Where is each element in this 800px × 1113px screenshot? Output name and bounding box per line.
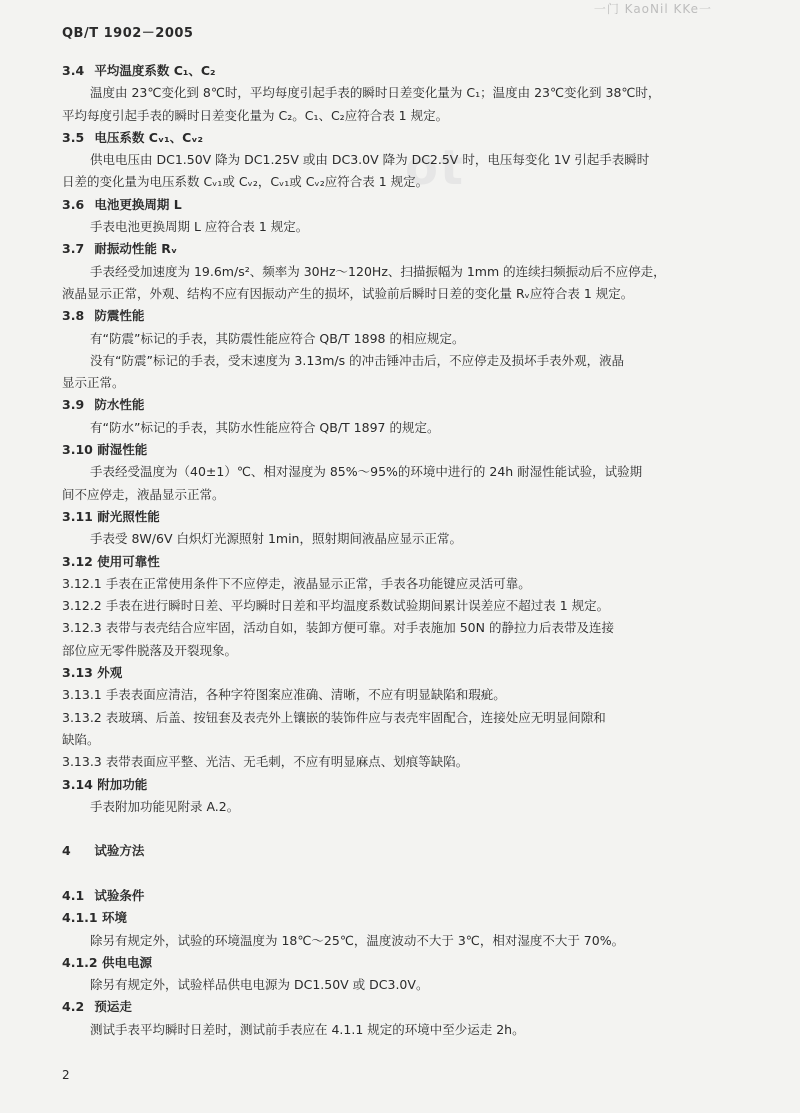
line-text: 表带与表壳结合应牢固，活动自如，装卸方便可靠。对手表施加 50N 的静拉力后表带及连接 [105,620,614,636]
line-text: 试验方法 [94,843,145,859]
clause-item [62,707,752,729]
section-heading [62,506,752,528]
section-heading [62,774,752,796]
line-text: 环境 [101,910,127,926]
line-text: 防震性能 [94,308,145,324]
section-heading [62,305,752,327]
line-text: 有“防震”标记的手表，其防震性能应符合 QB/T 1898 的相应规定。 [90,330,465,346]
line-text: 显示正常。 [62,375,125,391]
line-text: 手表经受温度为（40±1）℃、相对湿度为 85%～95%的环境中进行的 24h 耐湿性能试验，试验期 [90,464,643,480]
paragraph-line [62,930,752,952]
clause-number: 4.1.1 [62,910,98,926]
paragraph-line [62,216,752,238]
clause-number: 3.12.3 [62,620,102,636]
paragraph-line [62,484,752,506]
clause-number: 3.11 [62,508,93,524]
clause-item [62,684,752,706]
paragraph-line [62,461,752,483]
clause-number: 3.5 [62,129,85,145]
clause-item [62,751,752,773]
clause-number: 3.10 [62,442,93,458]
line-text: 表玻璃、后盖、按钮套及表壳外上镶嵌的装饰件应与表壳牢固配合，连接处应无明显间隙和 [105,709,606,725]
line-text: 耐振动性能 Rᵥ [94,241,178,257]
clause-item [62,617,752,639]
line-text: 除另有规定外，试验的环境温度为 18℃～25℃，温度波动不大于 3℃，相对湿度不大于 70%。 [90,932,625,948]
section-heading [62,996,752,1018]
line-text: 缺陷。 [62,731,100,747]
line-text: 液晶显示正常，外观、结构不应有因振动产生的损坏，试验前后瞬时日差的变化量 Rᵥ应符合表 1 规定。 [62,285,634,301]
line-text: 手表经受加速度为 19.6m/s²、频率为 30Hz～120Hz、扫描振幅为 1mm 的连续扫频振动后不应停走， [90,263,666,279]
clause-number: 3.13.3 [62,754,102,770]
line-text: 除另有规定外，试验样品供电电源为 DC1.50V 或 DC3.0V。 [90,977,429,993]
line-text: 温度由 23℃变化到 8℃时，平均每度引起手表的瞬时日差变化量为 C₁；温度由 23℃变化到 38℃时， [90,85,661,101]
line-text: 部位应无零件脱落及开裂现象。 [62,642,238,658]
line-text: 耐湿性能 [97,442,148,458]
clause-number: 3.13 [62,665,93,681]
paragraph-line [62,372,752,394]
clause-item [62,595,752,617]
line-text: 供电电压由 DC1.50V 降为 DC1.25V 或由 DC3.0V 降为 DC2.5V 时，电压每变化 1V 引起手表瞬时 [90,152,650,168]
line-text: 耐光照性能 [97,508,160,524]
clause-number: 4 [62,843,71,859]
line-text: 电压系数 Cᵥ₁、Cᵥ₂ [94,129,204,145]
clause-number: 3.12.2 [62,598,102,614]
paragraph-line [62,796,752,818]
line-text: 平均每度引起手表的瞬时日差变化量为 C₂。C₁、C₂应符合表 1 规定。 [62,107,449,123]
line-text: 手表表面应清洁，各种字符图案应准确、清晰，不应有明显缺陷和瑕疵。 [105,687,506,703]
paragraph-line [62,417,752,439]
clause-number: 3.13.1 [62,687,102,703]
clause-number: 3.13.2 [62,709,102,725]
line-text: 预运走 [94,999,132,1015]
line-text: 试验条件 [94,887,145,903]
clause-number: 4.2 [62,999,85,1015]
line-text: 有“防水”标记的手表，其防水性能应符合 QB/T 1897 的规定。 [90,419,440,435]
paragraph-line [62,729,752,751]
paragraph-line [62,283,752,305]
section-heading [62,60,752,82]
line-text: 使用可靠性 [97,553,160,569]
paragraph-line [62,328,752,350]
line-text: 外观 [97,665,123,681]
line-text: 测试手表平均瞬时日差时，测试前手表应在 4.1.1 规定的环境中至少运走 2h。 [90,1021,525,1037]
standard-code-header: QB/T 1902－2005 [62,26,194,41]
clause-number: 4.1.2 [62,954,98,970]
line-text: 手表附加功能见附录 A.2。 [90,798,240,814]
line-text: 供电电源 [101,954,152,970]
line-text: 手表电池更换周期 L 应符合表 1 规定。 [90,219,309,235]
top-watermark: 一门 KaoNil KKe一 [593,2,712,16]
line-text: 平均温度系数 C₁、C₂ [94,63,216,78]
background-watermark: ot [405,140,465,196]
paragraph-line [62,974,752,996]
line-text: 表带表面应平整、光洁、无毛刺，不应有明显麻点、划痕等缺陷。 [105,754,469,770]
clause-item [62,573,752,595]
line-text: 手表在进行瞬时日差、平均瞬时日差和平均温度系数试验期间累计误差应不超过表 1 规定。 [105,598,610,614]
section-heading [62,238,752,260]
line-text: 电池更换周期 L [94,196,182,212]
paragraph-line [62,149,752,171]
document-body [62,60,752,1041]
line-text: 手表在正常使用条件下不应停走，液晶显示正常，手表各功能键应灵活可靠。 [105,575,531,591]
paragraph-line [62,1019,752,1041]
clause-number: 3.12.1 [62,575,102,591]
section-heading [62,194,752,216]
paragraph-line [62,528,752,550]
clause-number: 3.4 [62,63,85,78]
section-heading [62,439,752,461]
section-heading [62,840,752,862]
line-text: 日差的变化量为电压系数 Cᵥ₁或 Cᵥ₂，Cᵥ₁或 Cᵥ₂应符合表 1 规定。 [62,174,429,190]
section-heading [62,885,752,907]
line-text: 防水性能 [94,397,145,413]
clause-number: 4.1 [62,887,85,903]
blank-line [62,863,752,885]
section-heading [62,662,752,684]
line-text: 附加功能 [97,776,148,792]
clause-number: 3.6 [62,196,85,212]
section-heading [62,394,752,416]
paragraph-line [62,82,752,104]
section-heading [62,551,752,573]
line-text: 没有“防震”标记的手表，受末速度为 3.13m/s 的冲击锤冲击后，不应停走及损坏手表外观，液晶 [90,352,625,368]
clause-number: 3.8 [62,308,85,324]
paragraph-line [62,640,752,662]
paragraph-line [62,261,752,283]
clause-number: 3.9 [62,397,85,413]
paragraph-line [62,171,752,193]
page-number: 2 [62,1068,70,1082]
section-heading [62,952,752,974]
clause-number: 3.14 [62,776,93,792]
clause-number: 3.7 [62,241,85,257]
line-text: 手表受 8W/6V 白炽灯光源照射 1min，照射期间液晶应显示正常。 [90,531,462,547]
paragraph-line [62,350,752,372]
section-heading [62,127,752,149]
section-heading [62,907,752,929]
clause-number: 3.12 [62,553,93,569]
line-text: 间不应停走，液晶显示正常。 [62,486,225,502]
blank-line [62,818,752,840]
paragraph-line [62,105,752,127]
